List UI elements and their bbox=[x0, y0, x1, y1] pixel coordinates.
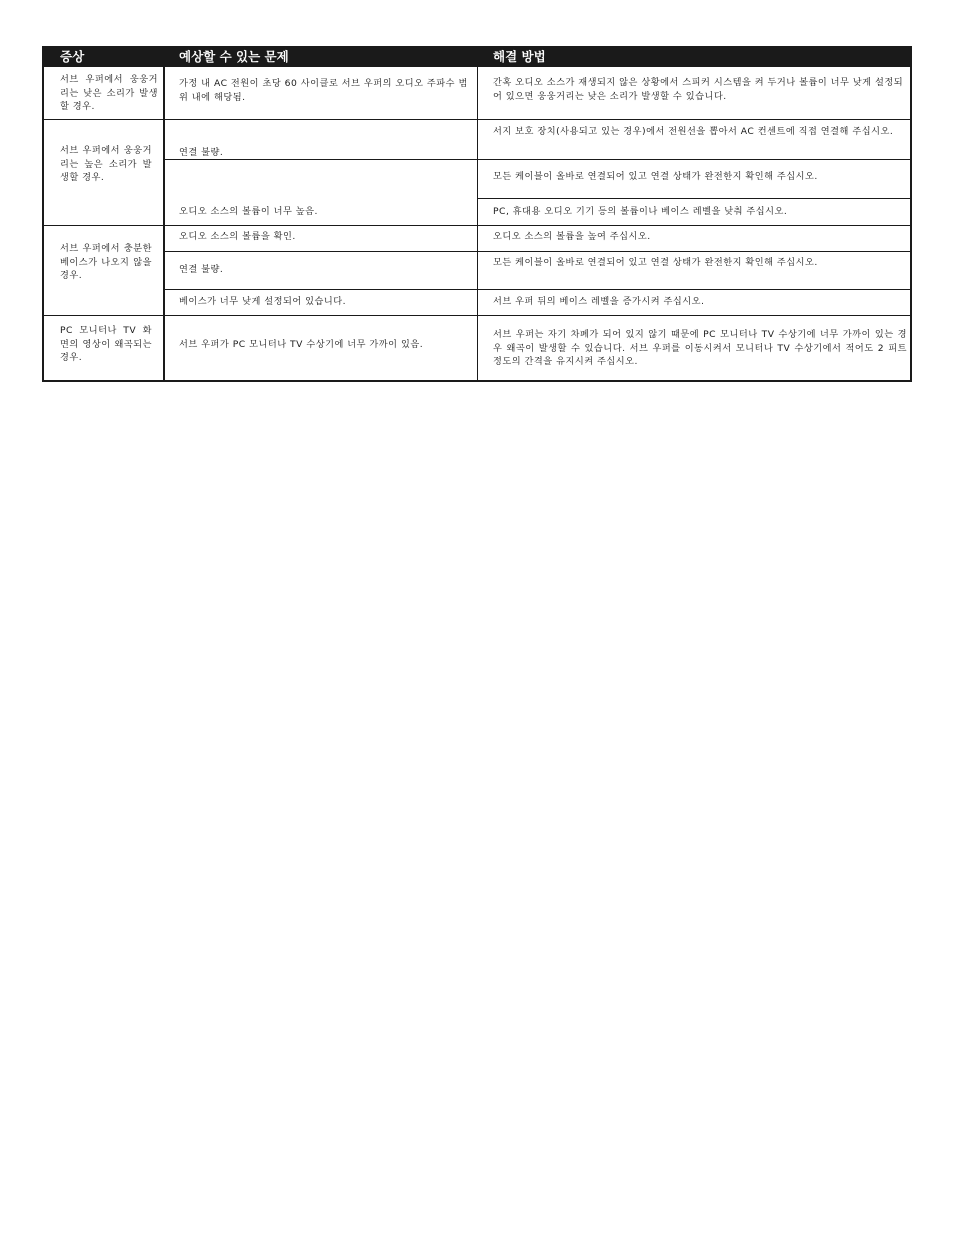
symptom-cell: PC 모니터나 TV 화면의 영상이 왜곡되는 경우. bbox=[60, 325, 152, 363]
problem-cell: 오디오 소스의 볼륨이 너무 높음. bbox=[179, 206, 318, 217]
row-divider bbox=[478, 198, 910, 199]
header-solution: 해결 방법 bbox=[493, 49, 546, 64]
solution-cell: 모든 케이블이 올바로 연결되어 있고 연결 상태가 완전한지 확인해 주십시오. bbox=[493, 257, 818, 268]
solution-cell: 서브 우퍼 뒤의 베이스 레벨을 증가시켜 주십시오. bbox=[493, 296, 705, 307]
solution-cell: 서브 우퍼는 자기 차폐가 되어 있지 않기 때문에 PC 모니터나 TV 수상기에 너무 가까이 있는 경우 왜곡이 발생할 수 있습니다. 서브 우퍼를 이동시켜서 모니터나 TV 수상기에서 적어도 2 피트 정도의 간격을 유지시켜 주십시오. bbox=[493, 329, 907, 367]
solution-cell: 간혹 오디오 소스가 재생되지 않은 상황에서 스피커 시스템을 켜 두거나 볼륨이 너무 낮게 설정되어 있으면 웅웅거리는 낮은 소리가 발생할 수 있습니다. bbox=[493, 77, 904, 102]
row-divider bbox=[44, 225, 910, 226]
problem-cell: 베이스가 너무 낮게 설정되어 있습니다. bbox=[179, 296, 347, 307]
troubleshooting-table bbox=[42, 46, 912, 382]
symptom-cell: 서브 우퍼에서 웅웅거리는 낮은 소리가 발생할 경우. bbox=[60, 74, 158, 112]
symptom-cell: 서브 우퍼에서 웅웅거리는 높은 소리가 발생할 경우. bbox=[60, 145, 152, 183]
row-divider bbox=[44, 119, 910, 120]
column-divider bbox=[477, 48, 478, 380]
row-divider bbox=[163, 289, 910, 290]
row-divider bbox=[163, 251, 910, 252]
solution-cell: PC, 휴대용 오디오 기기 등의 볼륨이나 베이스 레벨을 낮춰 주십시오. bbox=[493, 206, 788, 217]
problem-cell: 오디오 소스의 볼륨을 확인. bbox=[179, 231, 296, 242]
header-problem: 예상할 수 있는 문제 bbox=[179, 49, 289, 64]
row-divider bbox=[44, 315, 910, 316]
solution-cell: 모든 케이블이 올바로 연결되어 있고 연결 상태가 완전한지 확인해 주십시오. bbox=[493, 171, 818, 182]
column-divider bbox=[163, 48, 165, 380]
symptom-cell: 서브 우퍼에서 충분한 베이스가 나오지 않을 경우. bbox=[60, 243, 152, 281]
problem-cell: 연결 불량. bbox=[179, 147, 224, 158]
header-symptom: 증상 bbox=[60, 49, 85, 64]
problem-cell: 가정 내 AC 전원이 초당 60 사이클로 서브 우퍼의 오디오 주파수 범위 내에 해당됨. bbox=[179, 78, 468, 103]
solution-cell: 서지 보호 장치(사용되고 있는 경우)에서 전원선을 뽑아서 AC 컨센트에 직접 연결해 주십시오. bbox=[493, 126, 894, 137]
problem-cell: 서브 우퍼가 PC 모니터나 TV 수상기에 너무 가까이 있음. bbox=[179, 339, 424, 350]
solution-cell: 오디오 소스의 볼륨을 높여 주십시오. bbox=[493, 231, 651, 242]
problem-cell: 연결 불량. bbox=[179, 264, 224, 275]
